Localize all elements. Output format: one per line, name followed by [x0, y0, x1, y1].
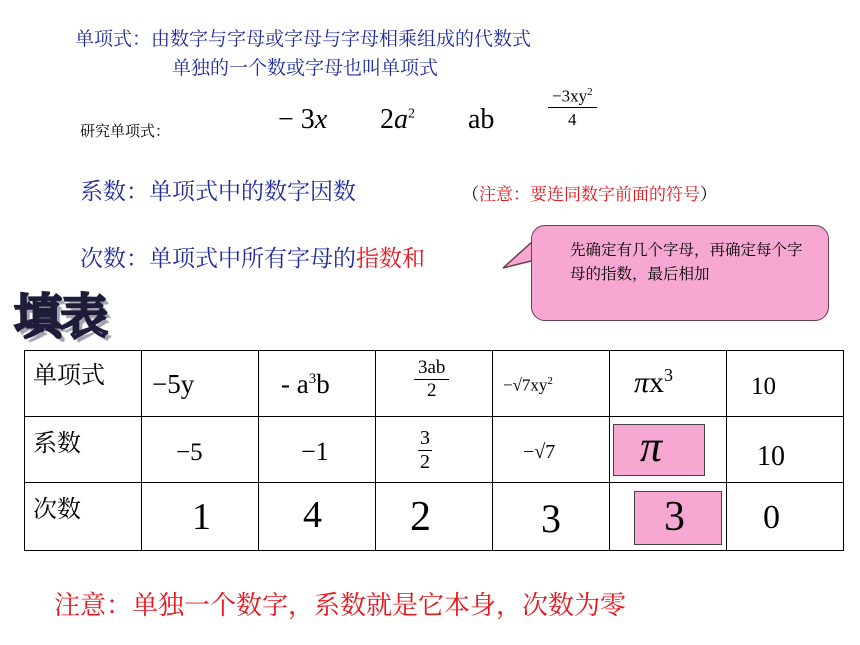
cell-deg-1: 1 — [142, 483, 259, 551]
cell-deg-3: 2 — [376, 483, 493, 551]
cell-coef-1: −5 — [142, 417, 259, 483]
cell-coef-5: π — [610, 417, 727, 483]
callout-box: 先确定有几个字母，再确定每个字母的指数，最后相加 — [531, 225, 829, 321]
fill-table-title: 填表 — [14, 289, 107, 345]
degree-highlight: 指数和 — [356, 246, 425, 272]
row-label-coefficient: 系数 — [25, 417, 142, 483]
cell-coef-3: 3 2 — [376, 417, 493, 483]
cell-deg-4: 3 — [493, 483, 610, 551]
cell-monomial-2: - $a^3b$ — [259, 351, 376, 417]
cell-deg-2: 4 — [259, 483, 376, 551]
coefficient-note: （注意：要连同数字前面的符号） — [462, 185, 717, 205]
cell-coef-6: 10 — [727, 417, 844, 483]
degree-definition — [80, 240, 425, 273]
study-label: 研究单项式： — [80, 122, 171, 140]
definition-line-1: 单项式：由数字与字母或字母与字母相乘组成的代数式 — [75, 28, 532, 50]
cell-monomial-4: $-√7xy^2$ — [493, 351, 610, 417]
example-neg3x: − 3x — [278, 104, 328, 135]
example-2a2: $2a^2$ — [380, 104, 415, 135]
cell-deg-5: 3 — [610, 483, 727, 551]
cell-monomial-3: 3ab 2 — [376, 351, 493, 417]
cell-monomial-5: $\pi x^3$ — [610, 351, 727, 417]
example-ab: ab — [468, 104, 495, 135]
cell-coef-2: −1 — [259, 417, 376, 483]
cell-monomial-1: −5y — [142, 351, 259, 417]
example-fraction: $-3xy^2$ 4 — [548, 86, 597, 130]
cell-deg-6: 0 — [727, 483, 844, 551]
bottom-note: 注意：单独一个数字，系数就是它本身，次数为零 — [54, 591, 627, 621]
cell-coef-4: −√7 — [493, 417, 610, 483]
degree-text: 次数：单项式中所有字母的 — [80, 246, 356, 272]
row-label-degree: 次数 — [25, 483, 142, 551]
monomial-table — [24, 350, 844, 551]
row-label-monomial: 单项式 — [25, 351, 142, 417]
coefficient-definition: 系数：单项式中的数字因数 — [80, 179, 356, 205]
definition-line-2: 单独的一个数或字母也叫单项式 — [172, 57, 439, 79]
cell-monomial-6: 10 — [727, 351, 844, 417]
